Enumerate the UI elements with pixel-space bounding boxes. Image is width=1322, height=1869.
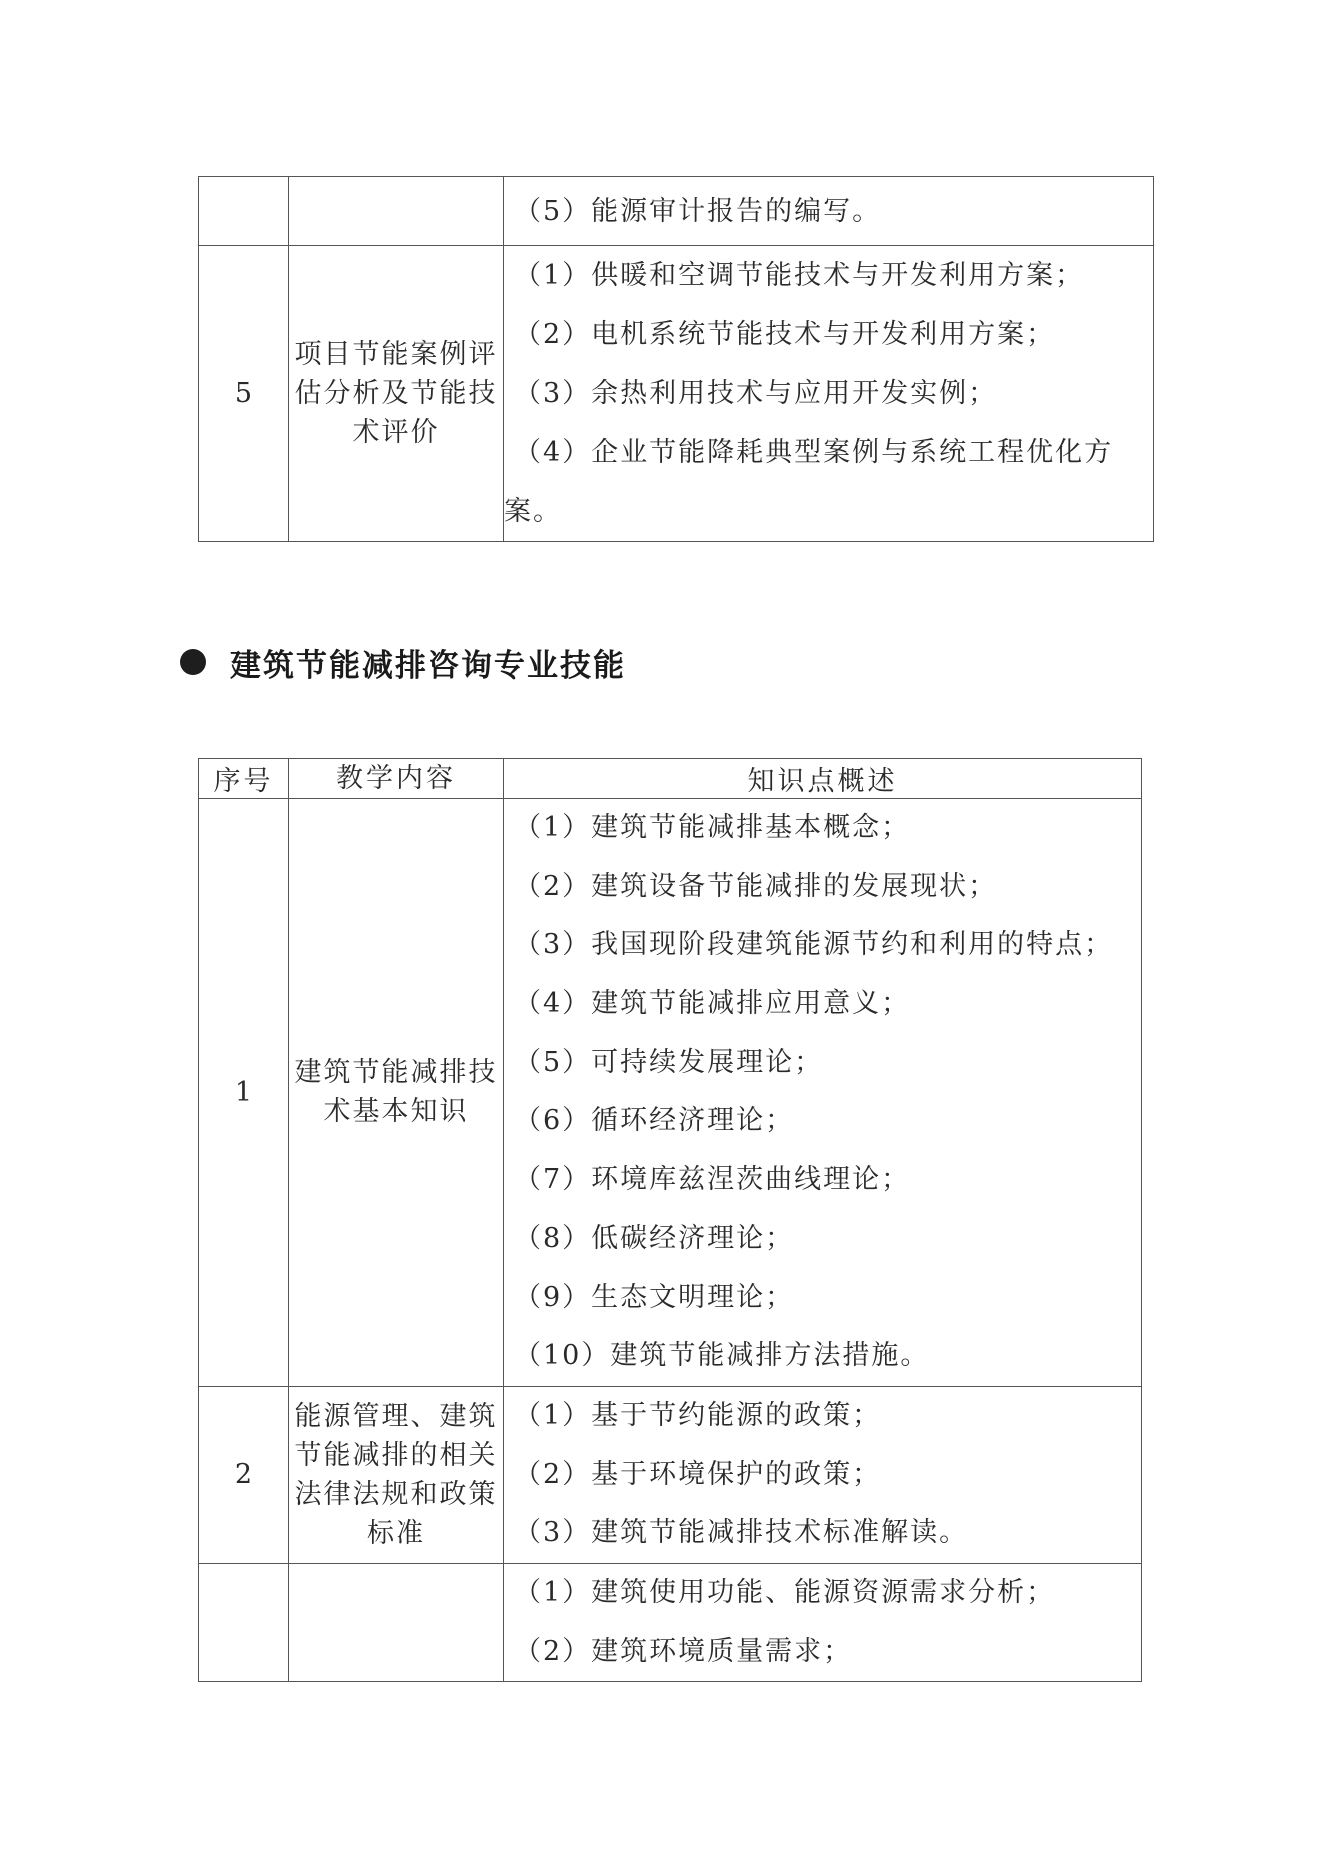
knowledge-item: （4）企业节能降耗典型案例与系统工程优化方 (514, 437, 1114, 468)
knowledge-item: （2）电机系统节能技术与开发利用方案； (514, 319, 1056, 350)
header-knowledge-summary: 知识点概述 (504, 759, 1142, 799)
table-row (199, 177, 1154, 246)
knowledge-item: （3）我国现阶段建筑能源节约和利用的特点； (514, 929, 1114, 961)
knowledge-item: （1）基于节约能源的政策； (514, 1399, 882, 1431)
row-number-cell: 2 (199, 1386, 289, 1563)
knowledge-item: 案。 (504, 496, 562, 527)
knowledge-summary-cell (504, 246, 1154, 542)
teaching-content-cell (289, 177, 504, 246)
teaching-content-cell (289, 1563, 504, 1681)
knowledge-item: （9）生态文明理论； (514, 1281, 795, 1313)
header-teaching-content: 教学内容 (289, 759, 504, 799)
bullet-icon (180, 649, 206, 675)
continued-table (198, 176, 1154, 542)
teaching-content-text: 建筑节能减排技术基本知识 (294, 1057, 498, 1128)
knowledge-item: （2）建筑环境质量需求； (514, 1635, 853, 1667)
knowledge-item: （1）供暖和空调节能技术与开发利用方案； (514, 260, 1085, 291)
row-number-cell (199, 177, 289, 246)
knowledge-summary-cell (504, 1386, 1142, 1563)
knowledge-item: （6）循环经济理论； (514, 1105, 795, 1137)
teaching-content-text: 能源管理、建筑节能减排的相关法律法规和政策标准 (294, 1400, 498, 1549)
knowledge-item: （2）基于环境保护的政策； (514, 1458, 882, 1490)
knowledge-item: （8）低碳经济理论； (514, 1222, 795, 1254)
knowledge-summary-cell (504, 1563, 1142, 1681)
section-title: 建筑节能减排咨询专业技能 (230, 647, 626, 684)
knowledge-item: （1）建筑节能减排基本概念； (514, 812, 911, 843)
teaching-content-cell (289, 799, 504, 1387)
table-row (199, 1563, 1142, 1681)
table-row (199, 799, 1142, 1387)
header-number: 序号 (199, 759, 289, 799)
knowledge-item: （1）建筑使用功能、能源资源需求分析； (514, 1576, 1056, 1608)
section-heading (180, 637, 626, 687)
row-number-cell: 5 (199, 246, 289, 542)
knowledge-item: （4）建筑节能减排应用意义； (514, 988, 911, 1020)
knowledge-item: （3）建筑节能减排技术标准解读。 (514, 1517, 969, 1549)
row-number-cell: 1 (199, 799, 289, 1387)
knowledge-item: （2）建筑设备节能减排的发展现状； (514, 870, 998, 902)
knowledge-item: （5）能源审计报告的编写。 (514, 195, 882, 227)
knowledge-item: （5）可持续发展理论； (514, 1046, 824, 1078)
knowledge-item: （7）环境库兹涅茨曲线理论； (514, 1164, 911, 1196)
curriculum-table (198, 758, 1142, 1682)
knowledge-item: （3）余热利用技术与应用开发实例； (514, 378, 998, 409)
table-row (199, 246, 1154, 542)
teaching-content-cell (289, 246, 504, 542)
row-number-cell (199, 1563, 289, 1681)
knowledge-item: （10）建筑节能减排方法措施。 (514, 1340, 930, 1372)
table-header-row (199, 759, 1142, 799)
knowledge-summary-cell (504, 177, 1154, 246)
knowledge-summary-cell (504, 799, 1142, 1387)
table-row (199, 1386, 1142, 1563)
teaching-content-text: 项目节能案例评估分析及节能技术评价 (294, 339, 498, 448)
teaching-content-cell (289, 1386, 504, 1563)
